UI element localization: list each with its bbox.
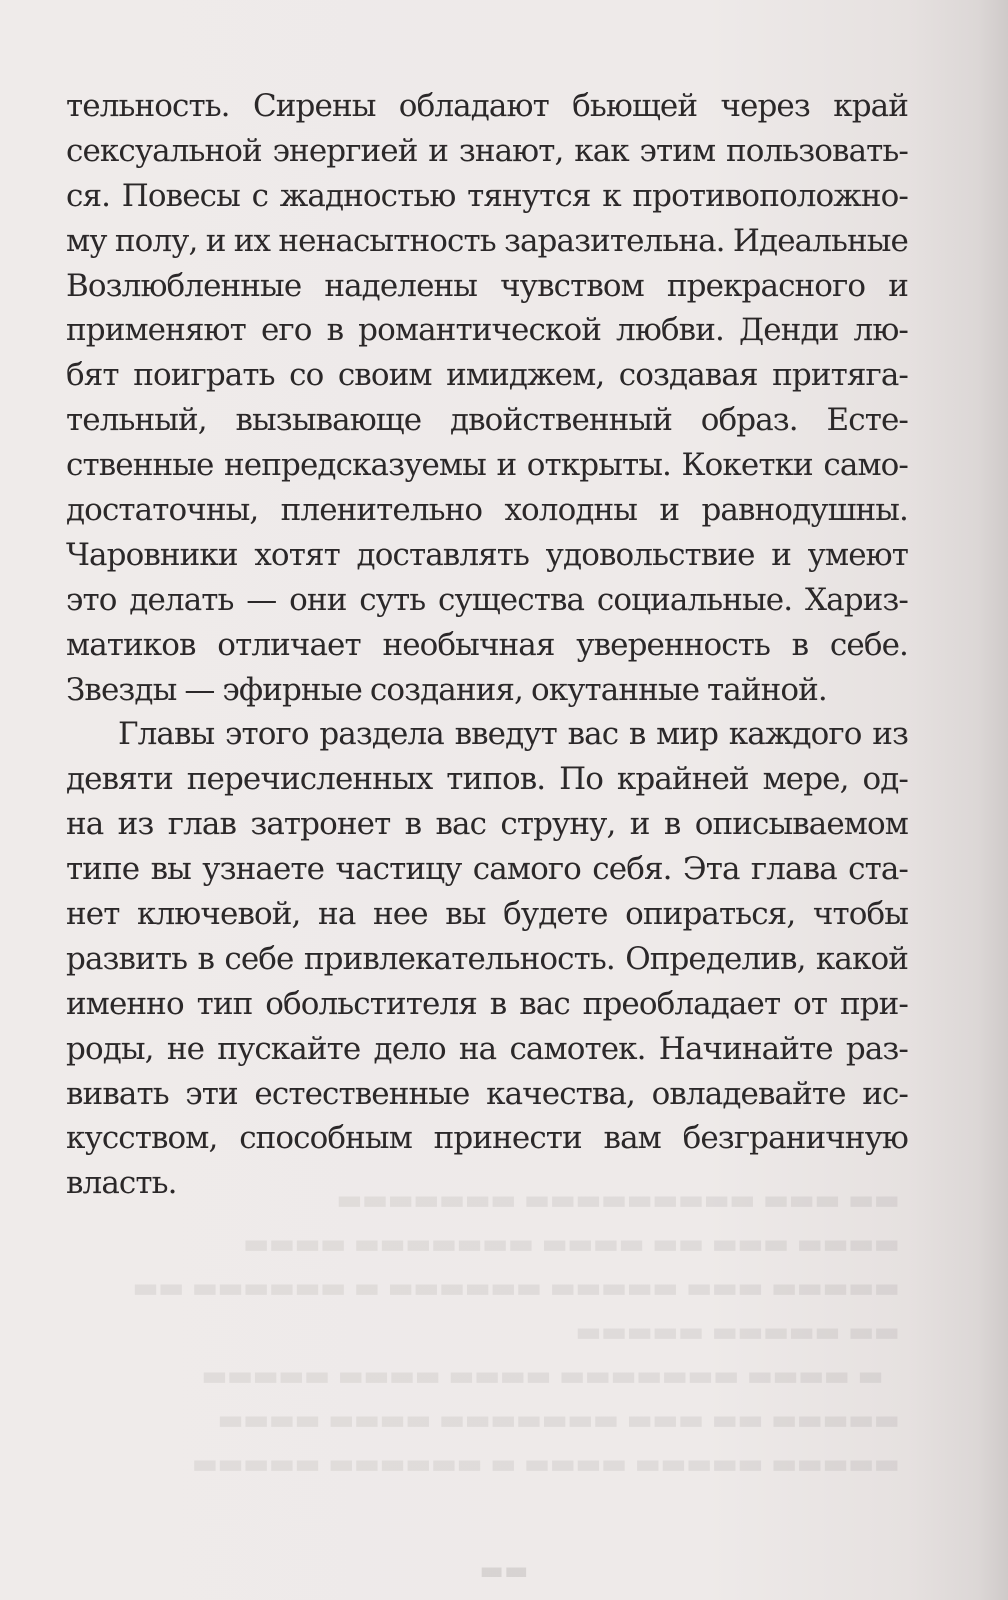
text-line: это делать — они суть существа социальные. Хариз- (66, 581, 908, 618)
text-line: на из глав затронет в вас струну, и в описываемом (66, 806, 908, 843)
text-line: развить в себе привлекательность. Определив, какой (66, 940, 908, 977)
text-line: Чаровники хотят доставлять удовольствие и умеют (66, 536, 908, 573)
text-line: власть. (66, 1165, 177, 1202)
text-line: Главы этого раздела введут вас в мир каждого из (118, 716, 908, 753)
bleed-line: ▬▬▬▬▬ ▬▬ ▬▬▬ ▬▬▬▬▬▬▬ ▬▬▬▬ ▬▬▬▬ (218, 1403, 900, 1436)
text-line: бят поиграть со своим имиджем, создавая притяга- (66, 357, 908, 394)
text-line: применяют его в романтической любви. Денди лю- (66, 312, 908, 349)
text-line: роды, не пускайте дело на самотек. Начинайте раз- (66, 1030, 908, 1067)
text-line: тельный, вызывающе двойственный образ. Есте- (66, 402, 908, 439)
text-line: Возлюбленные наделены чувством прекрасного и (66, 267, 908, 304)
text-line: типе вы узнаете частицу самого себя. Эта глава ста- (66, 851, 908, 888)
text-line: нет ключевой, на нее вы будете опираться, чтобы (66, 896, 908, 933)
text-line: девяти перечисленных типов. По крайней мере, од- (66, 761, 908, 798)
text-line: сексуальной энергией и знают, как этим пользовать- (66, 132, 908, 169)
bleed-line: ▬▬▬▬▬ ▬▬▬ ▬▬▬▬▬ ▬▬▬▬▬▬ ▬ ▬▬▬▬▬▬ ▬▬ (133, 1271, 900, 1304)
text-line: ся. Повесы с жадностью тянутся к противоположно- (66, 177, 908, 214)
show-through-reverse-side (70, 1178, 900, 1486)
text-line: ственные непредсказуемы и открыты. Кокетки само- (66, 447, 908, 484)
body-text (66, 84, 908, 1206)
text-line: Звезды — эфирные создания, окутанные тайной. (66, 671, 827, 708)
show-through-page-number: ▬▬ (479, 1556, 529, 1586)
text-line: достаточны, пленительно холодны и равнодушны. (66, 492, 908, 529)
paragraph-types-summary (66, 84, 908, 712)
text-line: му полу, и их ненасытность заразительна. Идеальные (66, 222, 908, 259)
bleed-line: ▬▬▬▬▬ ▬▬▬▬▬ ▬▬▬▬ ▬ ▬▬▬▬▬▬ ▬▬▬▬▬ (192, 1447, 900, 1480)
bleed-line: ▬▬▬▬ ▬▬▬ ▬▬ ▬▬▬▬ ▬▬▬▬▬▬▬ ▬▬▬▬ (243, 1227, 900, 1260)
bleed-line: ▬ ▬▬▬▬ ▬▬▬▬▬▬▬ ▬▬▬▬ ▬▬▬▬ ▬▬▬▬▬ (201, 1359, 900, 1392)
paragraph-chapters-intro (66, 712, 908, 1206)
text-line: вивать эти естественные качества, овладевайте ис- (66, 1075, 908, 1112)
text-line: кусством, способным принести вам безграничную (66, 1120, 908, 1157)
text-line: тельность. Сирены обладают бьющей через край (66, 88, 908, 124)
text-line: матиков отличает необычная уверенность в себе. (66, 626, 908, 663)
bleed-line: ▬▬ ▬▬▬ ▬▬▬▬▬▬▬▬▬ ▬▬▬▬▬▬▬ (336, 1183, 900, 1216)
bleed-line: ▬▬ ▬▬▬▬▬ ▬▬▬▬▬ (575, 1315, 900, 1348)
text-line: именно тип обольстителя в вас преобладает от при- (66, 985, 908, 1022)
